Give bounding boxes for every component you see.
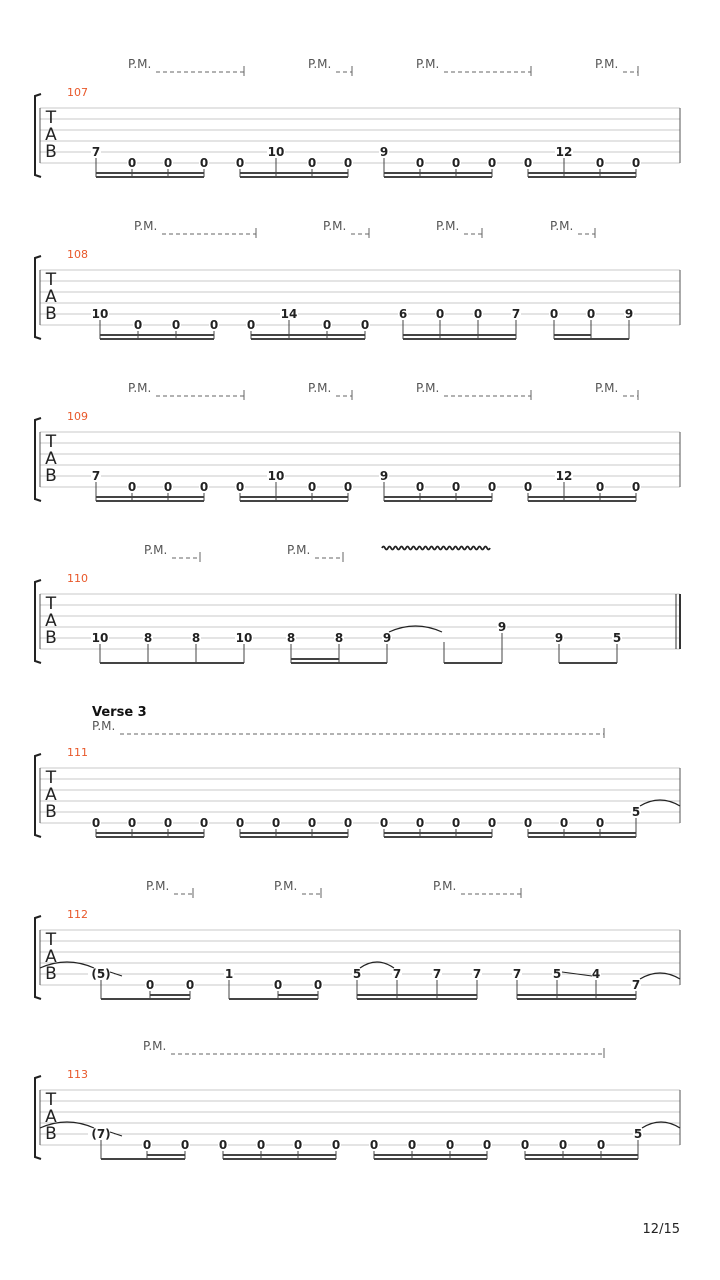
fret-number: 0	[209, 318, 219, 332]
fret-number: 0	[435, 307, 445, 321]
fret-number: 5	[352, 967, 362, 981]
palm-mute-label: P.M.	[595, 381, 619, 395]
tab-system	[35, 1039, 680, 1159]
fret-number: 12	[555, 469, 573, 483]
fret-number: 0	[293, 1138, 303, 1152]
fret-number: 0	[595, 480, 605, 494]
tab-system	[35, 705, 680, 837]
section-title: Verse 3	[92, 705, 147, 720]
tab-system	[35, 57, 680, 177]
fret-number: 0	[127, 156, 137, 170]
fret-number: 0	[256, 1138, 266, 1152]
fret-number: 0	[451, 480, 461, 494]
fret-number: 0	[307, 156, 317, 170]
palm-mute	[323, 219, 369, 238]
fret-number: 0	[369, 1138, 379, 1152]
vibrato-mark	[382, 547, 490, 550]
fret-number: 0	[596, 1138, 606, 1152]
fret-number: 8	[143, 631, 153, 645]
palm-mute	[92, 719, 604, 738]
fret-number: 0	[145, 978, 155, 992]
palm-mute	[308, 381, 352, 400]
palm-mute	[143, 1039, 604, 1058]
fret-number: 0	[307, 816, 317, 830]
measure-number: 107	[67, 86, 88, 99]
fret-number: 0	[586, 307, 596, 321]
fret-number: 7	[511, 307, 521, 321]
fret-number: 7	[472, 967, 482, 981]
fret-number: 0	[180, 1138, 190, 1152]
tab-system	[35, 381, 680, 501]
measure-number: 108	[67, 248, 88, 261]
fret-number: (7)	[91, 1127, 111, 1141]
fret-number: 0	[379, 816, 389, 830]
tab-clef-letter: B	[45, 802, 57, 822]
fret-number: 0	[218, 1138, 228, 1152]
fret-number: 9	[382, 631, 392, 645]
tab-clef-letter: T	[45, 270, 57, 290]
fret-number: 0	[246, 318, 256, 332]
fret-number: 5	[552, 967, 562, 981]
fret-number: 0	[407, 1138, 417, 1152]
fret-number: 10	[91, 307, 109, 321]
fret-number: 0	[185, 978, 195, 992]
fret-number: 0	[487, 156, 497, 170]
fret-number: 0	[235, 480, 245, 494]
palm-mute	[287, 543, 343, 562]
palm-mute-label: P.M.	[416, 57, 440, 71]
fret-number: 10	[267, 469, 285, 483]
fret-number: 0	[595, 156, 605, 170]
fret-number: 0	[163, 480, 173, 494]
fret-number: 0	[133, 318, 143, 332]
fret-number: 0	[142, 1138, 152, 1152]
palm-mute-label: P.M.	[92, 719, 116, 733]
fret-number: 5	[631, 805, 641, 819]
fret-number: 0	[482, 1138, 492, 1152]
palm-mute	[128, 57, 244, 76]
tab-clef-letter: A	[45, 611, 57, 631]
palm-mute-label: P.M.	[128, 57, 152, 71]
palm-mute-label: P.M.	[433, 879, 457, 893]
fret-number: 0	[343, 816, 353, 830]
palm-mute-label: P.M.	[550, 219, 574, 233]
palm-mute-label: P.M.	[143, 1039, 167, 1053]
fret-number: 7	[432, 967, 442, 981]
fret-number: 0	[127, 480, 137, 494]
tab-clef-letter: A	[45, 125, 57, 145]
fret-number: 0	[451, 816, 461, 830]
fret-number: 7	[512, 967, 522, 981]
fret-number: 0	[558, 1138, 568, 1152]
fret-number: 10	[267, 145, 285, 159]
fret-number: 10	[91, 631, 109, 645]
fret-number: 0	[271, 816, 281, 830]
tab-clef-letter: B	[45, 304, 57, 324]
tab-clef-letter: A	[45, 287, 57, 307]
palm-mute-label: P.M.	[308, 57, 332, 71]
fret-number: 9	[497, 620, 507, 634]
fret-number: 0	[415, 156, 425, 170]
fret-number: 0	[307, 480, 317, 494]
fret-number: 0	[559, 816, 569, 830]
fret-number: 0	[487, 816, 497, 830]
palm-mute-label: P.M.	[416, 381, 440, 395]
palm-mute	[308, 57, 352, 76]
fret-number: 0	[163, 156, 173, 170]
fret-number: 7	[91, 469, 101, 483]
tab-clef-letter: A	[45, 449, 57, 469]
tab-system	[35, 879, 680, 999]
palm-mute-label: P.M.	[144, 543, 168, 557]
fret-number: 0	[127, 816, 137, 830]
palm-mute-label: P.M.	[287, 543, 311, 557]
fret-number: 5	[633, 1127, 643, 1141]
palm-mute-label: P.M.	[134, 219, 158, 233]
palm-mute	[144, 543, 200, 562]
fret-number: 0	[360, 318, 370, 332]
fret-number: 8	[334, 631, 344, 645]
measure-number: 112	[67, 908, 88, 921]
tab-clef-letter: A	[45, 785, 57, 805]
fret-number: 0	[199, 480, 209, 494]
fret-number: 9	[379, 145, 389, 159]
fret-number: 14	[280, 307, 298, 321]
fret-number: 0	[487, 480, 497, 494]
tab-clef-letter: T	[45, 594, 57, 614]
palm-mute	[274, 879, 321, 898]
fret-number: 0	[322, 318, 332, 332]
tab-clef-letter: A	[45, 947, 57, 967]
tab-clef-letter: B	[45, 466, 57, 486]
fret-number: 0	[343, 156, 353, 170]
fret-number: 0	[523, 816, 533, 830]
page-number: 12/15	[642, 1222, 680, 1237]
fret-number: 10	[235, 631, 253, 645]
measure-number: 113	[67, 1068, 88, 1081]
measure-number: 109	[67, 410, 88, 423]
fret-number: 7	[392, 967, 402, 981]
tab-clef-letter: T	[45, 1090, 57, 1110]
fret-number: 5	[612, 631, 622, 645]
palm-mute	[550, 219, 595, 238]
fret-number: 0	[595, 816, 605, 830]
palm-mute	[134, 219, 256, 238]
fret-number: 0	[199, 816, 209, 830]
palm-mute	[433, 879, 521, 898]
palm-mute	[416, 381, 531, 400]
fret-number: 0	[343, 480, 353, 494]
tab-clef-letter: A	[45, 1107, 57, 1127]
tab-clef-letter: B	[45, 142, 57, 162]
fret-number: 0	[445, 1138, 455, 1152]
palm-mute-label: P.M.	[308, 381, 332, 395]
tab-clef-letter: B	[45, 964, 57, 984]
fret-number: 0	[199, 156, 209, 170]
fret-number: 0	[313, 978, 323, 992]
palm-mute-label: P.M.	[436, 219, 460, 233]
fret-number: 0	[331, 1138, 341, 1152]
palm-mute-label: P.M.	[128, 381, 152, 395]
fret-number: 0	[631, 156, 641, 170]
fret-number: 9	[624, 307, 634, 321]
tab-clef-letter: T	[45, 432, 57, 452]
fret-number: 0	[549, 307, 559, 321]
fret-number: 0	[235, 816, 245, 830]
fret-number: 0	[473, 307, 483, 321]
measure-number: 111	[67, 746, 88, 759]
palm-mute	[146, 879, 193, 898]
fret-number: 1	[224, 967, 234, 981]
fret-number: 0	[415, 816, 425, 830]
tab-system	[35, 219, 680, 339]
tab-clef-letter: T	[45, 768, 57, 788]
fret-number: 7	[631, 978, 641, 992]
palm-mute	[436, 219, 482, 238]
palm-mute	[595, 57, 638, 76]
fret-number: 0	[163, 816, 173, 830]
fret-number: 0	[273, 978, 283, 992]
fret-number: 0	[523, 480, 533, 494]
palm-mute-label: P.M.	[274, 879, 298, 893]
fret-number: 0	[235, 156, 245, 170]
fret-number: 7	[91, 145, 101, 159]
tab-system	[35, 543, 680, 663]
palm-mute	[128, 381, 244, 400]
fret-number: 0	[451, 156, 461, 170]
palm-mute	[416, 57, 531, 76]
tab-clef-letter: T	[45, 108, 57, 128]
fret-number: 9	[554, 631, 564, 645]
fret-number: 12	[555, 145, 573, 159]
palm-mute-label: P.M.	[323, 219, 347, 233]
palm-mute	[595, 381, 638, 400]
fret-number: 8	[191, 631, 201, 645]
palm-mute-label: P.M.	[595, 57, 619, 71]
fret-number: 0	[631, 480, 641, 494]
fret-number: 0	[171, 318, 181, 332]
fret-number: 9	[379, 469, 389, 483]
fret-number: 8	[286, 631, 296, 645]
fret-number: 0	[520, 1138, 530, 1152]
fret-number: (5)	[91, 967, 111, 981]
fret-number: 0	[523, 156, 533, 170]
fret-number: 0	[91, 816, 101, 830]
fret-number: 0	[415, 480, 425, 494]
tab-clef-letter: B	[45, 1124, 57, 1144]
fret-number: 4	[591, 967, 601, 981]
fret-number: 6	[398, 307, 408, 321]
tab-clef-letter: T	[45, 930, 57, 950]
measure-number: 110	[67, 572, 88, 585]
tab-clef-letter: B	[45, 628, 57, 648]
palm-mute-label: P.M.	[146, 879, 170, 893]
